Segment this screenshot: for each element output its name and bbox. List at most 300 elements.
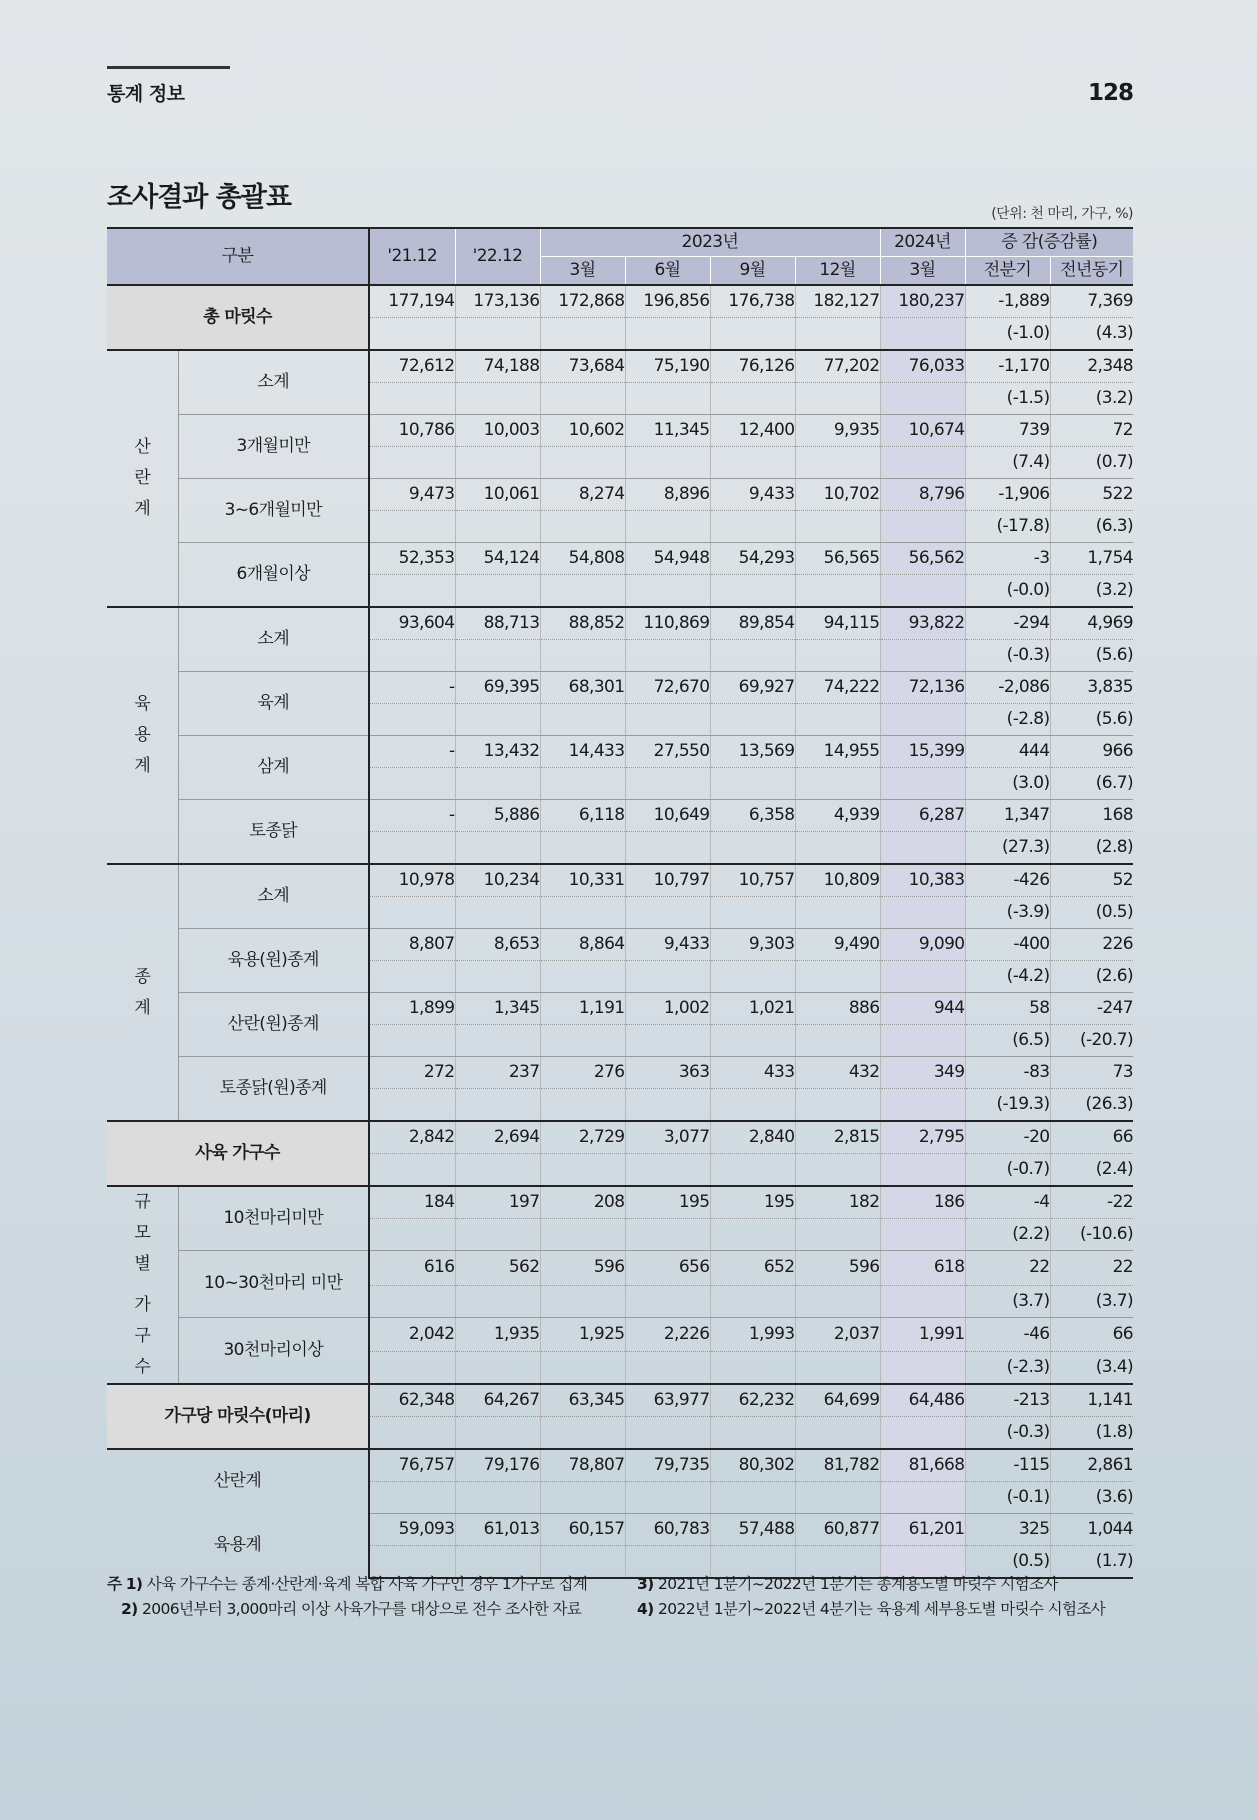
rate-cell: (2.6) (1050, 961, 1133, 993)
row-label: 30천마리이상 (178, 1317, 369, 1384)
value-cell: 14,433 (540, 736, 625, 768)
table-row (107, 1384, 1133, 1417)
value-cell: 52 (1050, 864, 1133, 897)
rate-cell: (6.7) (1050, 768, 1133, 800)
row-label: 육용(원)종계 (178, 929, 369, 993)
value-cell: 78,807 (540, 1449, 625, 1482)
empty-cell (369, 768, 455, 800)
value-cell: 54,293 (710, 543, 795, 575)
value-cell: 1,991 (880, 1317, 965, 1352)
empty-cell (795, 511, 880, 543)
notes-left (107, 1572, 587, 1622)
value-cell: 69,927 (710, 672, 795, 704)
rate-cell: (6.3) (1050, 511, 1133, 543)
value-cell: 2,348 (1050, 350, 1133, 383)
value-cell: 62,348 (369, 1384, 455, 1417)
group-char: 구 (134, 1326, 151, 1346)
row-label: 3~6개월미만 (178, 479, 369, 543)
rate-cell: (3.2) (1050, 575, 1133, 608)
value-cell: 1,993 (710, 1317, 795, 1352)
value-cell: 14,955 (795, 736, 880, 768)
empty-cell (369, 383, 455, 415)
note-1-number: 1) (125, 1575, 143, 1593)
rate-cell: (-19.3) (965, 1089, 1050, 1122)
summary-table (107, 227, 1133, 1579)
empty-cell (795, 640, 880, 672)
value-cell: 10,061 (455, 479, 540, 511)
value-cell: -1,906 (965, 479, 1050, 511)
rate-cell: (-3.9) (965, 897, 1050, 929)
group-char: 육 (134, 694, 151, 714)
rate-cell: (2.2) (965, 1219, 1050, 1251)
empty-cell (625, 768, 710, 800)
value-cell: 64,486 (880, 1384, 965, 1417)
value-cell: 6,287 (880, 800, 965, 832)
group-broiler (107, 607, 178, 864)
value-cell: 2,042 (369, 1317, 455, 1352)
col-2023-sep: 9월 (710, 257, 795, 286)
rate-cell: (-1.0) (965, 318, 1050, 351)
table-row (107, 543, 1133, 575)
value-cell: -115 (965, 1449, 1050, 1482)
value-cell: 180,237 (880, 285, 965, 318)
value-cell: 184 (369, 1186, 455, 1219)
value-cell: 349 (880, 1057, 965, 1089)
empty-cell (710, 1417, 795, 1450)
value-cell: 59,093 (369, 1514, 455, 1546)
empty-cell (455, 1352, 540, 1385)
value-cell: 1,347 (965, 800, 1050, 832)
rate-cell: (-0.1) (965, 1482, 1050, 1514)
empty-cell (795, 1025, 880, 1057)
value-cell: 79,176 (455, 1449, 540, 1482)
row-label: 10천마리미만 (178, 1186, 369, 1251)
value-cell: 182,127 (795, 285, 880, 318)
value-cell: - (369, 736, 455, 768)
empty-cell (455, 1025, 540, 1057)
empty-cell (795, 447, 880, 479)
value-cell: 2,729 (540, 1121, 625, 1154)
row-label: 소계 (178, 607, 369, 672)
col-2024-mar: 3월 (880, 257, 965, 286)
col-qoq: 전분기 (965, 257, 1050, 286)
empty-cell (795, 318, 880, 351)
empty-cell (710, 704, 795, 736)
value-cell: 1,899 (369, 993, 455, 1025)
empty-cell (625, 511, 710, 543)
empty-cell (540, 1219, 625, 1251)
value-cell: 10,809 (795, 864, 880, 897)
value-cell: - (369, 800, 455, 832)
value-cell: 10,674 (880, 415, 965, 447)
value-cell: 3,835 (1050, 672, 1133, 704)
empty-cell (625, 1417, 710, 1450)
value-cell: 8,896 (625, 479, 710, 511)
empty-cell (795, 897, 880, 929)
empty-cell (880, 1482, 965, 1514)
empty-cell (880, 1154, 965, 1187)
rate-cell: (-0.3) (965, 640, 1050, 672)
empty-cell (880, 768, 965, 800)
empty-cell (710, 1352, 795, 1385)
empty-cell (625, 1219, 710, 1251)
empty-cell (369, 961, 455, 993)
value-cell: 6,118 (540, 800, 625, 832)
empty-cell (455, 768, 540, 800)
empty-cell (880, 1352, 965, 1385)
group-layer (107, 350, 178, 607)
rate-cell: (1.7) (1050, 1546, 1133, 1579)
value-cell: 73 (1050, 1057, 1133, 1089)
empty-cell (880, 961, 965, 993)
group-char (107, 1280, 178, 1290)
empty-cell (795, 961, 880, 993)
rate-cell: (4.3) (1050, 318, 1133, 351)
value-cell: - (369, 672, 455, 704)
value-cell: -2,086 (965, 672, 1050, 704)
value-cell: 195 (710, 1186, 795, 1219)
table-row (107, 607, 1133, 640)
empty-cell (369, 1219, 455, 1251)
value-cell: 652 (710, 1251, 795, 1286)
row-label: 가구당 마릿수(마리) (107, 1384, 369, 1449)
value-cell: -46 (965, 1317, 1050, 1352)
rate-cell: (0.5) (1050, 897, 1133, 929)
row-label: 토종닭 (178, 800, 369, 865)
table-row (107, 1121, 1133, 1154)
empty-cell (625, 640, 710, 672)
rate-cell: (3.7) (965, 1285, 1050, 1317)
value-cell: 54,808 (540, 543, 625, 575)
value-cell: 1,002 (625, 993, 710, 1025)
empty-cell (455, 511, 540, 543)
value-cell: 9,090 (880, 929, 965, 961)
group-char: 란 (134, 468, 151, 488)
value-cell: 10,234 (455, 864, 540, 897)
empty-cell (710, 897, 795, 929)
table-row (107, 800, 1133, 832)
value-cell: 363 (625, 1057, 710, 1089)
row-label: 6개월이상 (178, 543, 369, 608)
value-cell: 93,604 (369, 607, 455, 640)
group-char: 별 (134, 1254, 151, 1274)
value-cell: 10,786 (369, 415, 455, 447)
value-cell: 10,702 (795, 479, 880, 511)
empty-cell (455, 897, 540, 929)
empty-cell (540, 640, 625, 672)
value-cell: 72,612 (369, 350, 455, 383)
value-cell: 9,433 (625, 929, 710, 961)
value-cell: 325 (965, 1514, 1050, 1546)
value-cell: 61,201 (880, 1514, 965, 1546)
value-cell: 886 (795, 993, 880, 1025)
empty-cell (710, 640, 795, 672)
empty-cell (880, 1417, 965, 1450)
col-2023-mar: 3월 (540, 257, 625, 286)
rate-cell: (3.4) (1050, 1352, 1133, 1385)
empty-cell (540, 575, 625, 608)
value-cell: -3 (965, 543, 1050, 575)
unit-note: (단위: 천 마리, 가구, %) (991, 206, 1133, 222)
value-cell: 63,977 (625, 1384, 710, 1417)
col-2112: '21.12 (369, 228, 455, 285)
empty-cell (369, 1089, 455, 1122)
empty-cell (455, 1417, 540, 1450)
empty-cell (540, 1025, 625, 1057)
table-row (107, 993, 1133, 1025)
value-cell: 8,864 (540, 929, 625, 961)
empty-cell (625, 897, 710, 929)
value-cell: 1,141 (1050, 1384, 1133, 1417)
empty-cell (795, 1352, 880, 1385)
note-2 (107, 1597, 587, 1622)
value-cell: 433 (710, 1057, 795, 1089)
empty-cell (369, 1285, 455, 1317)
col-2024: 2024년 (880, 228, 965, 257)
empty-cell (625, 832, 710, 865)
empty-cell (795, 832, 880, 865)
value-cell: 11,345 (625, 415, 710, 447)
empty-cell (795, 704, 880, 736)
empty-cell (540, 832, 625, 865)
rate-cell: (3.0) (965, 768, 1050, 800)
value-cell: 444 (965, 736, 1050, 768)
note-4-text: 2022년 1분기~2022년 4분기는 육용계 세부용도별 마릿수 시험조사 (658, 1600, 1106, 1618)
value-cell: 1,044 (1050, 1514, 1133, 1546)
empty-cell (455, 832, 540, 865)
value-cell: -426 (965, 864, 1050, 897)
value-cell: 195 (625, 1186, 710, 1219)
value-cell: 56,562 (880, 543, 965, 575)
value-cell: -83 (965, 1057, 1050, 1089)
value-cell: 10,649 (625, 800, 710, 832)
empty-cell (455, 704, 540, 736)
rate-cell: (7.4) (965, 447, 1050, 479)
empty-cell (540, 1154, 625, 1187)
note-3-number: 3) (637, 1575, 654, 1593)
empty-cell (540, 1285, 625, 1317)
row-label: 토종닭(원)종계 (178, 1057, 369, 1122)
empty-cell (710, 447, 795, 479)
value-cell: 10,383 (880, 864, 965, 897)
table-header (107, 228, 1133, 285)
value-cell: 966 (1050, 736, 1133, 768)
value-cell: 66 (1050, 1121, 1133, 1154)
value-cell: 93,822 (880, 607, 965, 640)
value-cell: 182 (795, 1186, 880, 1219)
empty-cell (625, 1482, 710, 1514)
empty-cell (880, 897, 965, 929)
rate-cell: (6.5) (965, 1025, 1050, 1057)
empty-cell (369, 1417, 455, 1450)
value-cell: 208 (540, 1186, 625, 1219)
empty-cell (540, 704, 625, 736)
empty-cell (710, 511, 795, 543)
empty-cell (880, 1089, 965, 1122)
value-cell: 94,115 (795, 607, 880, 640)
empty-cell (880, 640, 965, 672)
empty-cell (710, 832, 795, 865)
row-label: 3개월미만 (178, 415, 369, 479)
value-cell: 197 (455, 1186, 540, 1219)
value-cell: 10,602 (540, 415, 625, 447)
note-1-text: 사육 가구수는 종계·산란계·육계 복합 사육 가구인 경우 1가구로 집계 (146, 1575, 588, 1593)
table-row (107, 415, 1133, 447)
empty-cell (710, 318, 795, 351)
empty-cell (795, 768, 880, 800)
value-cell: 13,569 (710, 736, 795, 768)
value-cell: 3,077 (625, 1121, 710, 1154)
table-row (107, 929, 1133, 961)
value-cell: 1,925 (540, 1317, 625, 1352)
value-cell: 64,267 (455, 1384, 540, 1417)
value-cell: 7,369 (1050, 285, 1133, 318)
empty-cell (369, 1482, 455, 1514)
row-label: 10~30천마리 미만 (178, 1251, 369, 1318)
rate-cell: (-1.5) (965, 383, 1050, 415)
table-row (107, 736, 1133, 768)
empty-cell (369, 318, 455, 351)
value-cell: -4 (965, 1186, 1050, 1219)
value-cell: 27,550 (625, 736, 710, 768)
value-cell: 8,796 (880, 479, 965, 511)
group-char: 계 (134, 499, 151, 519)
empty-cell (795, 575, 880, 608)
value-cell: 76,126 (710, 350, 795, 383)
value-cell: 5,886 (455, 800, 540, 832)
value-cell: 226 (1050, 929, 1133, 961)
note-2-text: 2006년부터 3,000마리 이상 사육가구를 대상으로 전수 조사한 자료 (142, 1600, 582, 1618)
empty-cell (880, 447, 965, 479)
value-cell: 58 (965, 993, 1050, 1025)
value-cell: 89,854 (710, 607, 795, 640)
empty-cell (880, 511, 965, 543)
empty-cell (880, 1219, 965, 1251)
value-cell: 596 (795, 1251, 880, 1286)
section-label: 통계 정보 (107, 83, 185, 105)
rate-cell: (-10.6) (1050, 1219, 1133, 1251)
rate-cell: (-2.3) (965, 1352, 1050, 1385)
rate-cell: (0.5) (965, 1546, 1050, 1579)
header-rule (107, 66, 230, 69)
empty-cell (880, 383, 965, 415)
rate-cell: (-4.2) (965, 961, 1050, 993)
empty-cell (455, 1219, 540, 1251)
empty-cell (540, 511, 625, 543)
value-cell: -20 (965, 1121, 1050, 1154)
empty-cell (710, 768, 795, 800)
row-label: 삼계 (178, 736, 369, 800)
value-cell: 77,202 (795, 350, 880, 383)
empty-cell (880, 704, 965, 736)
value-cell: 168 (1050, 800, 1133, 832)
table-row (107, 1317, 1133, 1352)
empty-cell (455, 447, 540, 479)
value-cell: 522 (1050, 479, 1133, 511)
value-cell: 76,033 (880, 350, 965, 383)
row-label: 소계 (178, 350, 369, 415)
value-cell: 1,191 (540, 993, 625, 1025)
value-cell: 74,188 (455, 350, 540, 383)
empty-cell (625, 1285, 710, 1317)
notes-right (637, 1572, 1105, 1622)
empty-cell (455, 640, 540, 672)
value-cell: 60,783 (625, 1514, 710, 1546)
value-cell: 79,735 (625, 1449, 710, 1482)
value-cell: 2,694 (455, 1121, 540, 1154)
empty-cell (369, 1025, 455, 1057)
value-cell: 2,795 (880, 1121, 965, 1154)
value-cell: 1,345 (455, 993, 540, 1025)
empty-cell (455, 1089, 540, 1122)
empty-cell (540, 383, 625, 415)
note-3-text: 2021년 1분기~2022년 1분기는 종계용도별 마릿수 시험조사 (658, 1575, 1058, 1593)
value-cell: 60,157 (540, 1514, 625, 1546)
empty-cell (625, 318, 710, 351)
table-row (107, 1449, 1133, 1482)
empty-cell (795, 1089, 880, 1122)
value-cell: 173,136 (455, 285, 540, 318)
value-cell: 54,124 (455, 543, 540, 575)
value-cell: 9,490 (795, 929, 880, 961)
rate-cell: (5.6) (1050, 704, 1133, 736)
rate-cell: (1.8) (1050, 1417, 1133, 1450)
value-cell: 616 (369, 1251, 455, 1286)
value-cell: 12,400 (710, 415, 795, 447)
value-cell: -22 (1050, 1186, 1133, 1219)
value-cell: -400 (965, 929, 1050, 961)
group-char: 종 (134, 966, 151, 987)
value-cell: 110,869 (625, 607, 710, 640)
empty-cell (710, 1025, 795, 1057)
value-cell: 66 (1050, 1317, 1133, 1352)
value-cell: 63,345 (540, 1384, 625, 1417)
rate-cell: (-2.8) (965, 704, 1050, 736)
group-char: 계 (134, 756, 151, 776)
table-body (107, 285, 1133, 1578)
value-cell: 60,877 (795, 1514, 880, 1546)
note-4 (637, 1597, 1105, 1622)
value-cell: 618 (880, 1251, 965, 1286)
value-cell: 9,473 (369, 479, 455, 511)
value-cell: 2,842 (369, 1121, 455, 1154)
value-cell: -247 (1050, 993, 1133, 1025)
col-category: 구분 (107, 228, 369, 285)
col-yoy: 전년동기 (1050, 257, 1133, 286)
group-char: 수 (134, 1357, 151, 1377)
table-row (107, 1057, 1133, 1089)
col-2023-jun: 6월 (625, 257, 710, 286)
empty-cell (369, 447, 455, 479)
value-cell: 72,670 (625, 672, 710, 704)
table-row (107, 350, 1133, 383)
value-cell: 80,302 (710, 1449, 795, 1482)
value-cell: 69,395 (455, 672, 540, 704)
empty-cell (455, 1285, 540, 1317)
empty-cell (540, 1352, 625, 1385)
value-cell: 57,488 (710, 1514, 795, 1546)
col-2023-dec: 12월 (795, 257, 880, 286)
table-row (107, 864, 1133, 897)
empty-cell (540, 1482, 625, 1514)
col-2023: 2023년 (540, 228, 880, 257)
empty-cell (625, 704, 710, 736)
value-cell: 10,331 (540, 864, 625, 897)
value-cell: 22 (1050, 1251, 1133, 1286)
empty-cell (540, 897, 625, 929)
empty-cell (625, 961, 710, 993)
value-cell: 432 (795, 1057, 880, 1089)
